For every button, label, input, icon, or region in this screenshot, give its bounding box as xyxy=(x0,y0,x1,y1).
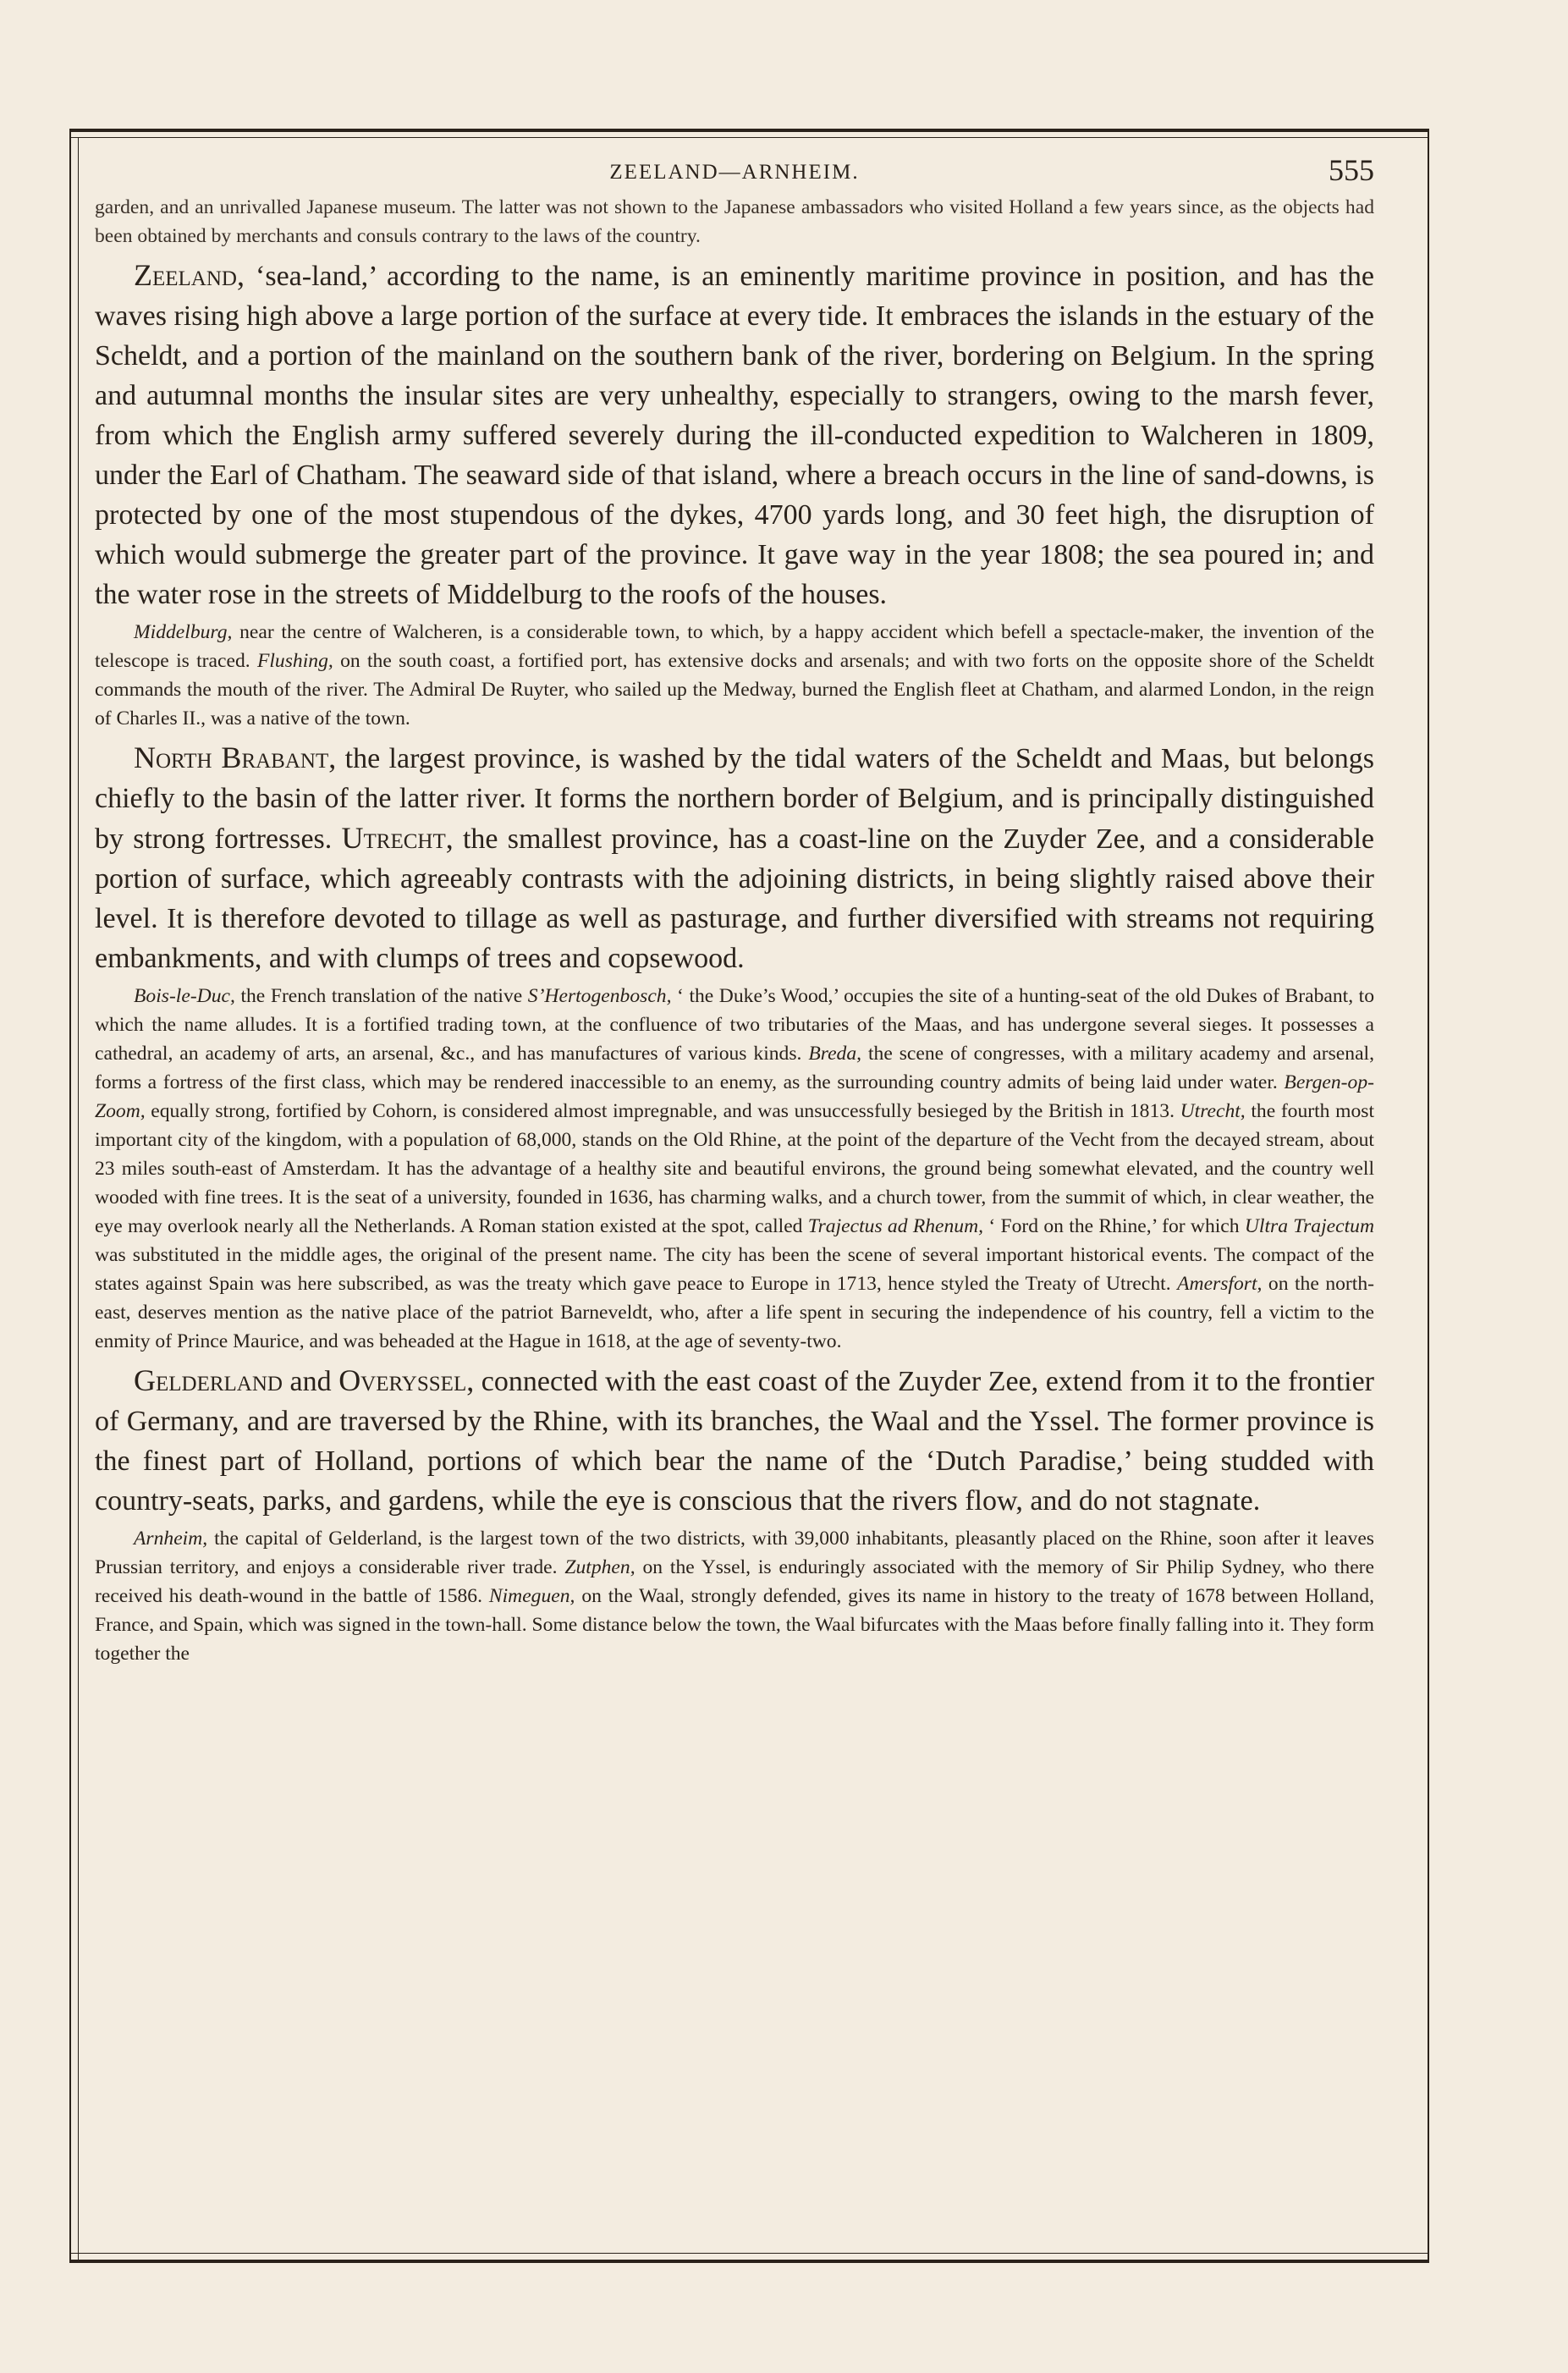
bois-paragraph xyxy=(95,982,1374,1356)
flushing-text: on the south coast, a fortified port, has extensive docks and arsenals; and with two forts on the opposite shore of the Scheldt commands the mouth of the river. The Admiral De Ruyter, who sailed up the Medway, burned the English fleet at Chatham, and alarmed London, in the reign of Charles II., was a native of the town. xyxy=(95,650,1375,730)
arnheim-paragraph xyxy=(95,1524,1374,1668)
nimeguen-name: Nimeguen, xyxy=(488,1585,575,1607)
arnheim-name: Arnheim, xyxy=(134,1528,208,1550)
page-body xyxy=(95,151,1374,1668)
frame-bottom-thick xyxy=(69,2260,1429,2263)
zutphen-name: Zutphen, xyxy=(564,1556,635,1578)
brabant-text: the largest province, is washed by the tidal waters of the Scheldt and Maas, but belongs chiefly to the basin of the latter river. It forms the northern border of Belgium, and is principally distinguished by strong fortresses. xyxy=(95,743,1374,855)
arnheim-text-2: on the Yssel, is enduringly associated with the memory of Sir Philip Sydney, who there received his death-wound in the battle of 1586. xyxy=(95,1556,1374,1607)
bois-text-8: on the north-east, deserves mention as the native place of the patriot Barneveldt, who, after a life spent in securing the independence of his country, fell a victim to the enmity of Prince Maurice, and was beheaded at the Hague in 1618, at the age of seventy-two. xyxy=(95,1273,1374,1352)
gelderland-paragraph xyxy=(95,1361,1374,1521)
zeeland-text: ‘sea-land,’ according to the name, is an eminently maritime province in position, and has the waves rising high above a large portion of the surface at every tide. It embraces the islands in the estuary of the Scheldt, and a portion of the mainland on the southern bank of the river, bordering on Belgium. In the spring and autumnal months the insular sites are very unhealthy, especially to strangers, owing to the marsh fever, from which the English army suffered severely during the ill-conducted expedition to Walcheren in 1809, under the Earl of Chatham. The seaward side of that island, where a breach occurs in the line of sand-downs, is protected by one of the most stupendous of the dykes, 4700 yards long, and 30 feet high, the disruption of which would submerge the greater part of the province. It gave way in the year 1808; the sea poured in; and the water rose in the streets of Middelburg to the roofs of the houses. xyxy=(95,261,1374,610)
hertogenbosch-name: S’Hertogenbosch, xyxy=(527,985,672,1007)
frame-top-thick xyxy=(69,129,1429,132)
frame-left-inner xyxy=(78,137,79,2261)
amersfort-name: Amersfort, xyxy=(1177,1273,1263,1295)
frame-top-thin xyxy=(69,137,1429,138)
bois-name: Bois-le-Duc, xyxy=(134,985,235,1007)
frame-left xyxy=(69,129,71,2261)
arnheim-text-3: on the Waal, strongly defended, gives its name in history to the treaty of 1678 between Holland, France, and Spain, which was signed in the town-hall. Some distance below the town, the Waal bifurcates with the Maas before finally falling into it. They form together the xyxy=(95,1585,1374,1665)
gelderland-text-1: and xyxy=(282,1366,339,1397)
middelburg-paragraph xyxy=(95,618,1374,733)
zeeland-heading: Zeeland, xyxy=(134,258,245,292)
bois-text-7: was substituted in the middle ages, the original of the present name. The city has been the scene of several important historical events. The compact of the states against Spain was here subscribed, as was the treaty which gave peace to Europe in 1713, hence styled the Treaty of Utrecht. xyxy=(95,1244,1374,1295)
bergen-name: Bergen-op-Zoom, xyxy=(95,1071,1374,1122)
bois-text-5: the fourth most important city of the kingdom, with a population of 68,000, stands on the Old Rhine, at the point of the departure of the Vecht from the decayed stream, about 23 miles south-east of Amsterdam. It has the advantage of a healthy site and beautiful environs, the ground being somewhat elevated, and the country well wooded with fine trees. It is the seat of a university, founded in 1636, has charming walks, and a church tower, from the summit of which, in clear weather, the eye may overlook nearly all the Netherlands. A Roman station existed at the spot, called xyxy=(95,1100,1374,1237)
middelburg-name: Middelburg, xyxy=(134,621,233,643)
overyssel-heading: Overyssel, xyxy=(338,1363,475,1397)
frame-bottom-thin xyxy=(69,2253,1429,2254)
utrecht-text: the smallest province, has a coast-line on the Zuyder Zee, and a considerable portion of surface, which agreeably contrasts with the adjoining districts, in being slightly raised above their level. It is therefore devoted to tillage as well as pasturage, and further diversified with streams not requiring embankments, and with clumps of trees and copsewood. xyxy=(95,823,1374,974)
zeeland-paragraph xyxy=(95,256,1374,614)
brabant-heading: North Brabant, xyxy=(134,741,337,774)
gelderland-heading: Gelderland xyxy=(134,1363,283,1397)
frame-right xyxy=(1428,129,1429,2261)
flushing-name: Flushing, xyxy=(256,650,333,672)
bois-text-3: the scene of congresses, with a military academy and arsenal, forms a fortress of the first class, which may be rendered inaccessible to an enemy, as the surrounding country admits of being laid under water. xyxy=(95,1043,1374,1093)
utrecht-heading: Utrecht, xyxy=(341,821,454,855)
middelburg-text: near the centre of Walcheren, is a considerable town, to which, by a happy accident which befell a spectacle-maker, the invention of the telescope is traced. xyxy=(95,621,1374,672)
bois-text-1: the French translation of the native xyxy=(234,985,528,1007)
bois-text-6: ‘ Ford on the Rhine,’ for which xyxy=(983,1215,1245,1237)
gelderland-text-2: connected with the east coast of the Zuyder Zee, extend from it to the frontier of Germany, and are traversed by the Rhine, with its branches, the Waal and the Yssel. The former province is the finest part of Holland, portions of which bear the name of the ‘Dutch Paradise,’ being studded with country-seats, parks, and gardens, while the eye is conscious that the rivers flow, and do not stagnate. xyxy=(95,1366,1374,1517)
arnheim-text-1: the capital of Gelderland, is the largest town of the two districts, with 39,000 inhabitants, pleasantly placed on the Rhine, soon after it leaves Prussian territory, and enjoys a considerable river trade. xyxy=(95,1528,1374,1578)
ultra-trajectum-name: Ultra Trajectum xyxy=(1244,1215,1374,1237)
trajectus-name: Trajectus ad Rhenum, xyxy=(807,1215,984,1237)
breda-name: Breda, xyxy=(808,1043,862,1065)
utrecht-city-name: Utrecht, xyxy=(1180,1100,1246,1122)
bois-text-4: equally strong, fortified by Cohorn, is considered almost impregnable, and was unsuccessfully besieged by the British in 1813. xyxy=(145,1100,1180,1122)
running-header xyxy=(95,151,1374,193)
intro-paragraph: garden, and an unrivalled Japanese museum. The latter was not shown to the Japanese ambassadors who visited Holland a few years since, as the objects had been obtained by merchants and consuls contrary to the laws of the country. xyxy=(95,196,1374,247)
page-number: 555 xyxy=(1329,153,1374,187)
page-title: ZEELAND—ARNHEIM. xyxy=(609,161,860,184)
brabant-paragraph xyxy=(95,738,1374,978)
bois-text-2: ‘ the Duke’s Wood,’ occupies the site of a hunting-seat of the old Dukes of Brabant, to which the name alludes. It is a fortified trading town, at the confluence of two tributaries of the Maas, and has undergone several sieges. It possesses a cathedral, an academy of arts, an arsenal, &c., and has manufactures of various kinds. xyxy=(95,985,1374,1065)
